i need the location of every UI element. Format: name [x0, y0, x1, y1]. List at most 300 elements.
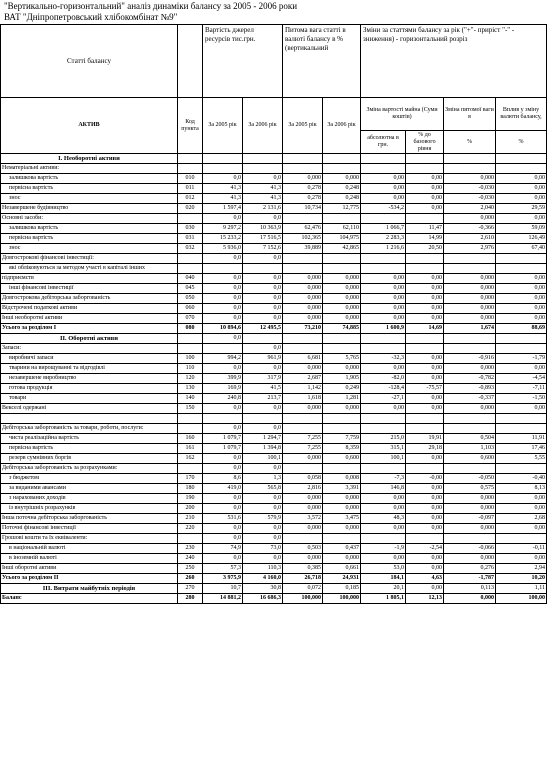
row-value-7 — [444, 414, 496, 424]
row-label: ІІ. Оборотні активи — [1, 334, 178, 344]
row-value-7: 0,000 — [444, 274, 496, 284]
row-value-8: -4,54 — [496, 374, 547, 384]
row-value-5: 48,3 — [361, 514, 406, 524]
row-code: 230 — [178, 544, 203, 554]
row-value-8 — [496, 464, 547, 474]
row-value-2: 213,7 — [243, 394, 283, 404]
row-value-1: 0,0 — [203, 524, 243, 534]
row-value-7 — [444, 164, 496, 174]
row-value-7: -0,893 — [444, 384, 496, 394]
row-value-2: 41,3 — [243, 184, 283, 194]
row-value-1: 994,2 — [203, 354, 243, 364]
row-code: 200 — [178, 504, 203, 514]
row-value-8: -0,40 — [496, 474, 547, 484]
row-value-2 — [243, 154, 283, 164]
row-value-2: 0,0 — [243, 404, 283, 414]
row-value-2 — [243, 264, 283, 274]
row-value-8: -1,79 — [496, 354, 547, 364]
row-value-6 — [406, 214, 444, 224]
row-value-6: 0,00 — [406, 394, 444, 404]
row-code: 070 — [178, 314, 203, 324]
row-value-3: 0,000 — [283, 554, 323, 564]
row-value-2: 0,0 — [243, 424, 283, 434]
table-row — [1, 514, 547, 524]
row-code: 160 — [178, 434, 203, 444]
row-label: Дебіторська заборгованість за товари, роботи, послуги: — [1, 424, 178, 434]
row-value-2: 0,0 — [243, 344, 283, 354]
header-influence: Вплив у зміну валюти балансу, — [496, 98, 547, 131]
row-value-5: 2 283,3 — [361, 234, 406, 244]
row-value-3 — [283, 424, 323, 434]
row-value-6: 0,00 — [406, 364, 444, 374]
row-value-5: 146,8 — [361, 484, 406, 494]
row-value-3: 0,072 — [283, 584, 323, 594]
row-value-7 — [444, 464, 496, 474]
row-value-7: 0,000 — [444, 494, 496, 504]
row-value-7: 0,600 — [444, 454, 496, 464]
row-value-4: 0,000 — [323, 274, 361, 284]
row-value-3: 2,816 — [283, 484, 323, 494]
row-value-1: 0,0 — [203, 314, 243, 324]
row-value-5: 100,1 — [361, 454, 406, 464]
header-abs: абсолютна в грн. — [361, 131, 406, 154]
row-label: залишкова вартість — [1, 174, 178, 184]
row-value-4: 3,475 — [323, 514, 361, 524]
row-value-5 — [361, 424, 406, 434]
row-value-7: 0,000 — [444, 314, 496, 324]
row-value-8: 10,20 — [496, 574, 547, 584]
row-value-3: 0,000 — [283, 504, 323, 514]
table-row — [1, 534, 547, 544]
table-row — [1, 304, 547, 314]
row-value-4 — [323, 414, 361, 424]
row-value-2 — [243, 414, 283, 424]
row-value-5: -534,2 — [361, 204, 406, 214]
row-value-4 — [323, 334, 361, 344]
row-value-2: 100,1 — [243, 454, 283, 464]
row-value-7: 0,504 — [444, 434, 496, 444]
row-value-1: 0,0 — [203, 284, 243, 294]
row-value-1 — [203, 154, 243, 164]
row-code: 100 — [178, 354, 203, 364]
row-value-5: 0,00 — [361, 494, 406, 504]
table-row — [1, 184, 547, 194]
row-label: Незавершене будівництво — [1, 204, 178, 214]
row-value-5 — [361, 414, 406, 424]
table-row — [1, 194, 547, 204]
row-code: 190 — [178, 494, 203, 504]
row-code: 161 — [178, 444, 203, 454]
row-code: 050 — [178, 294, 203, 304]
row-label: Запаси: — [1, 344, 178, 354]
table-row — [1, 444, 547, 454]
row-value-1: 399,9 — [203, 374, 243, 384]
row-value-3: 0,000 — [283, 284, 323, 294]
row-value-7: 2,610 — [444, 234, 496, 244]
table-row — [1, 214, 547, 224]
table-row — [1, 464, 547, 474]
row-value-6 — [406, 254, 444, 264]
row-value-2: 1 394,8 — [243, 444, 283, 454]
row-value-4: 0,000 — [323, 494, 361, 504]
row-value-8: 0,00 — [496, 174, 547, 184]
row-value-2: 0,0 — [243, 524, 283, 534]
row-value-2: 0,0 — [243, 214, 283, 224]
row-value-4: 0,000 — [323, 284, 361, 294]
row-value-7: 0,000 — [444, 284, 496, 294]
row-value-7: 1,103 — [444, 444, 496, 454]
row-value-6: 0,00 — [406, 284, 444, 294]
row-value-5: 315,1 — [361, 444, 406, 454]
row-value-1: 0,0 — [203, 404, 243, 414]
row-value-8 — [496, 414, 547, 424]
row-value-1: 0,0 — [203, 554, 243, 564]
row-label: інші фінансові інвестиції — [1, 284, 178, 294]
row-code — [178, 254, 203, 264]
header-sh2006: За 2006 рік — [323, 98, 361, 154]
row-value-3: 100,000 — [283, 594, 323, 604]
row-value-2: 0,0 — [243, 304, 283, 314]
table-row — [1, 254, 547, 264]
row-label: ІІІ. Витрати майбутніх періодів — [1, 584, 178, 594]
table-row — [1, 284, 547, 294]
row-label: тварини на вирощуванні та відгодівлі — [1, 364, 178, 374]
row-value-2: 41,5 — [243, 384, 283, 394]
row-code: 045 — [178, 284, 203, 294]
row-value-1 — [203, 264, 243, 274]
row-value-1: 0,0 — [203, 274, 243, 284]
row-value-8: 0,00 — [496, 404, 547, 414]
row-value-4: 74,885 — [323, 324, 361, 334]
row-value-5: 184,1 — [361, 574, 406, 584]
row-value-8: 0,00 — [496, 294, 547, 304]
row-value-4: 0,437 — [323, 544, 361, 554]
header-code: Код пункта — [178, 98, 203, 154]
table-row — [1, 264, 547, 274]
header-prop-change: Зміна вартості майна (Суми коштів) — [361, 98, 444, 131]
row-value-3: 0,000 — [283, 404, 323, 414]
row-value-8: 88,69 — [496, 324, 547, 334]
table-row — [1, 524, 547, 534]
row-value-8: 0,00 — [496, 504, 547, 514]
row-code — [178, 214, 203, 224]
row-value-3 — [283, 154, 323, 164]
row-value-4: 0,000 — [323, 314, 361, 324]
row-value-7 — [444, 344, 496, 354]
header-pct-base: % до базового рівня — [406, 131, 444, 154]
row-value-2: 7 152,6 — [243, 244, 283, 254]
row-value-2 — [243, 164, 283, 174]
row-value-5: 1 805,1 — [361, 594, 406, 604]
row-code: 032 — [178, 244, 203, 254]
row-value-7: 0,000 — [444, 404, 496, 414]
row-code — [178, 164, 203, 174]
row-value-2: 0,0 — [243, 254, 283, 264]
header-change-group: Зміни за статтями балансу за рік ("+"- приріст "-" - зниження) - горизонтальний розріз — [361, 25, 547, 98]
row-value-3 — [283, 414, 323, 424]
row-value-8 — [496, 334, 547, 344]
table-row — [1, 344, 547, 354]
row-value-1: 0,0 — [203, 454, 243, 464]
row-value-6: 0,00 — [406, 314, 444, 324]
row-code — [178, 424, 203, 434]
row-value-6: -2,54 — [406, 544, 444, 554]
row-value-5: 0,00 — [361, 294, 406, 304]
row-code: 031 — [178, 234, 203, 244]
row-value-2: 317,9 — [243, 374, 283, 384]
row-value-8: 0,00 — [496, 304, 547, 314]
row-value-3: 2,687 — [283, 374, 323, 384]
row-value-4 — [323, 344, 361, 354]
row-value-6: 29,18 — [406, 444, 444, 454]
row-value-5: 0,00 — [361, 284, 406, 294]
table-row — [1, 454, 547, 464]
row-label: І. Необоротні активи — [1, 154, 178, 164]
row-value-6: 0,00 — [406, 274, 444, 284]
row-code: 030 — [178, 224, 203, 234]
row-value-7: 0,000 — [444, 214, 496, 224]
header-y2006: За 2006 рік — [243, 98, 283, 154]
row-value-1: 0,0 — [203, 294, 243, 304]
row-code: 260 — [178, 574, 203, 584]
row-value-6: 0,00 — [406, 404, 444, 414]
row-label — [1, 414, 178, 424]
row-value-2: 0,0 — [243, 174, 283, 184]
row-value-4 — [323, 164, 361, 174]
row-value-4: 0,000 — [323, 554, 361, 564]
table-row — [1, 394, 547, 404]
row-value-1: 0,0 — [203, 254, 243, 264]
row-value-1: 14 881,2 — [203, 594, 243, 604]
row-value-3 — [283, 254, 323, 264]
row-value-1: 0,0 — [203, 464, 243, 474]
table-row — [1, 274, 547, 284]
header-pct-2: % — [496, 131, 547, 154]
row-label: Інші оборотні активи — [1, 564, 178, 574]
row-code: 011 — [178, 184, 203, 194]
row-value-1: 1 079,7 — [203, 434, 243, 444]
row-value-6: 0,00 — [406, 514, 444, 524]
row-value-6: 0,00 — [406, 524, 444, 534]
row-label: Інші необоротні активи — [1, 314, 178, 324]
row-value-8: 0,00 — [496, 554, 547, 564]
row-value-5 — [361, 264, 406, 274]
row-value-5: 0,00 — [361, 194, 406, 204]
row-value-4: 24,931 — [323, 574, 361, 584]
row-value-8: 29,59 — [496, 204, 547, 214]
row-value-8: 5,55 — [496, 454, 547, 464]
row-value-7: -0,337 — [444, 394, 496, 404]
row-label: готова продукція — [1, 384, 178, 394]
section-row — [1, 334, 547, 344]
row-code: 060 — [178, 304, 203, 314]
row-label: знос — [1, 194, 178, 204]
row-value-1: 15 233,2 — [203, 234, 243, 244]
row-code: 010 — [178, 174, 203, 184]
row-value-2 — [243, 334, 283, 344]
row-value-5: 0,00 — [361, 554, 406, 564]
section-row — [1, 154, 547, 164]
row-value-6: 0,00 — [406, 374, 444, 384]
row-label: незавершене виробництво — [1, 374, 178, 384]
row-label: Нематеріальні активи: — [1, 164, 178, 174]
row-value-6: -0,00 — [406, 474, 444, 484]
table-row — [1, 424, 547, 434]
row-value-6: 0,00 — [406, 554, 444, 564]
row-label: Довгострокова дебіторська заборгованість — [1, 294, 178, 304]
row-value-2: 0,0 — [243, 364, 283, 374]
row-value-8 — [496, 344, 547, 354]
row-code — [178, 334, 203, 344]
row-value-3: 0,000 — [283, 494, 323, 504]
row-code: 150 — [178, 404, 203, 414]
row-value-7: 0,000 — [444, 304, 496, 314]
row-value-5: -128,4 — [361, 384, 406, 394]
row-value-4: 0,000 — [323, 174, 361, 184]
row-value-8: 0,00 — [496, 194, 547, 204]
row-value-7 — [444, 534, 496, 544]
row-value-8: -1,50 — [496, 394, 547, 404]
row-value-6 — [406, 464, 444, 474]
row-value-4: 1,905 — [323, 374, 361, 384]
row-code — [178, 464, 203, 474]
row-value-3: 0,278 — [283, 184, 323, 194]
row-value-8: 11,91 — [496, 434, 547, 444]
row-value-1: 0,0 — [203, 364, 243, 374]
row-value-8: 0,00 — [496, 214, 547, 224]
row-code: 270 — [178, 584, 203, 594]
title-line-2: ВАТ "Дніпропетровський хлібокомбінат №9" — [4, 12, 178, 22]
row-value-3: 102,365 — [283, 234, 323, 244]
row-value-2: 961,9 — [243, 354, 283, 364]
row-code: 140 — [178, 394, 203, 404]
row-value-3: 0,000 — [283, 454, 323, 464]
row-value-7: 0,575 — [444, 484, 496, 494]
row-label: залишкова вартість — [1, 224, 178, 234]
row-value-7: -0,366 — [444, 224, 496, 234]
row-value-3: 0,000 — [283, 524, 323, 534]
row-label: Грошові кошти та їх еквіваленти: — [1, 534, 178, 544]
row-value-4: 0,000 — [323, 304, 361, 314]
header-share-group: Питома вага статті в валюті балансу в % (вертикальний — [283, 25, 361, 98]
row-label: в іноземній валюті — [1, 554, 178, 564]
row-value-4: 0,249 — [323, 384, 361, 394]
row-value-7: -1,787 — [444, 574, 496, 584]
table-row — [1, 474, 547, 484]
row-value-3: 3,572 — [283, 514, 323, 524]
row-value-4 — [323, 264, 361, 274]
table-row — [1, 204, 547, 214]
table-row — [1, 484, 547, 494]
table-row — [1, 224, 547, 234]
row-value-3 — [283, 164, 323, 174]
row-value-1: 3 975,9 — [203, 574, 243, 584]
row-value-2: 0,0 — [243, 504, 283, 514]
row-value-3: 0,385 — [283, 564, 323, 574]
row-value-5 — [361, 534, 406, 544]
header-cost-group: Вартість джерел ресурсів тис.грн. — [203, 25, 283, 98]
row-value-5: 0,00 — [361, 364, 406, 374]
row-value-4 — [323, 534, 361, 544]
row-label: із внутрішніх розрахунків — [1, 504, 178, 514]
row-value-3: 73,210 — [283, 324, 323, 334]
row-value-6: 0,00 — [406, 564, 444, 574]
row-value-7: 0,000 — [444, 294, 496, 304]
row-value-1: 0,0 — [203, 304, 243, 314]
row-value-4 — [323, 154, 361, 164]
row-value-7 — [444, 424, 496, 434]
row-label: Поточні фінансові інвестиції — [1, 524, 178, 534]
row-label: з нарахованих доходів — [1, 494, 178, 504]
table-row — [1, 164, 547, 174]
row-label: виробничі запаси — [1, 354, 178, 364]
row-code — [178, 534, 203, 544]
row-value-6: 20,50 — [406, 244, 444, 254]
table-row — [1, 414, 547, 424]
row-value-8: 67,40 — [496, 244, 547, 254]
table-row — [1, 494, 547, 504]
table-row — [1, 314, 547, 324]
row-value-6: 12,13 — [406, 594, 444, 604]
row-value-3 — [283, 264, 323, 274]
header-pct-1: % — [444, 131, 496, 154]
header-share-change: Зміна питомої ваги в — [444, 98, 496, 131]
row-value-8: 0,00 — [496, 524, 547, 534]
row-value-5: -7,3 — [361, 474, 406, 484]
row-label: знос — [1, 244, 178, 254]
row-value-1: 74,9 — [203, 544, 243, 554]
row-value-3: 1,618 — [283, 394, 323, 404]
row-value-5 — [361, 344, 406, 354]
row-value-3: 39,889 — [283, 244, 323, 254]
row-value-1: 0,0 — [203, 424, 243, 434]
row-label: з бюджетом — [1, 474, 178, 484]
row-code: 120 — [178, 374, 203, 384]
row-value-2: 0,0 — [243, 294, 283, 304]
row-value-3: 62,476 — [283, 224, 323, 234]
row-value-3: 0,503 — [283, 544, 323, 554]
row-value-8: 0,00 — [496, 284, 547, 294]
row-value-1: 0,0 — [203, 174, 243, 184]
row-value-2: 10 363,9 — [243, 224, 283, 234]
row-value-8: 0,00 — [496, 184, 547, 194]
row-value-6 — [406, 154, 444, 164]
row-value-5: -1,9 — [361, 544, 406, 554]
row-code: 220 — [178, 524, 203, 534]
row-code: 210 — [178, 514, 203, 524]
row-value-1: 1 079,7 — [203, 444, 243, 454]
row-code: 110 — [178, 364, 203, 374]
header-sh2005: За 2005 рік — [283, 98, 323, 154]
row-label: Усього за розділом І — [1, 324, 178, 334]
row-label: Дебіторська заборгованість за розрахунками: — [1, 464, 178, 474]
row-value-3 — [283, 534, 323, 544]
row-value-5: 0,00 — [361, 304, 406, 314]
header-active: АКТИВ — [1, 98, 178, 154]
row-value-1: 41,3 — [203, 184, 243, 194]
row-value-7: 0,000 — [444, 524, 496, 534]
row-value-2: 0,0 — [243, 274, 283, 284]
row-value-2: 1 294,7 — [243, 434, 283, 444]
row-code: 162 — [178, 454, 203, 464]
row-value-7 — [444, 154, 496, 164]
row-value-6: 0,00 — [406, 354, 444, 364]
row-code: 170 — [178, 474, 203, 484]
balance-table — [0, 24, 547, 604]
row-value-4: 0,185 — [323, 584, 361, 594]
row-value-4: 42,865 — [323, 244, 361, 254]
row-value-2: 579,9 — [243, 514, 283, 524]
